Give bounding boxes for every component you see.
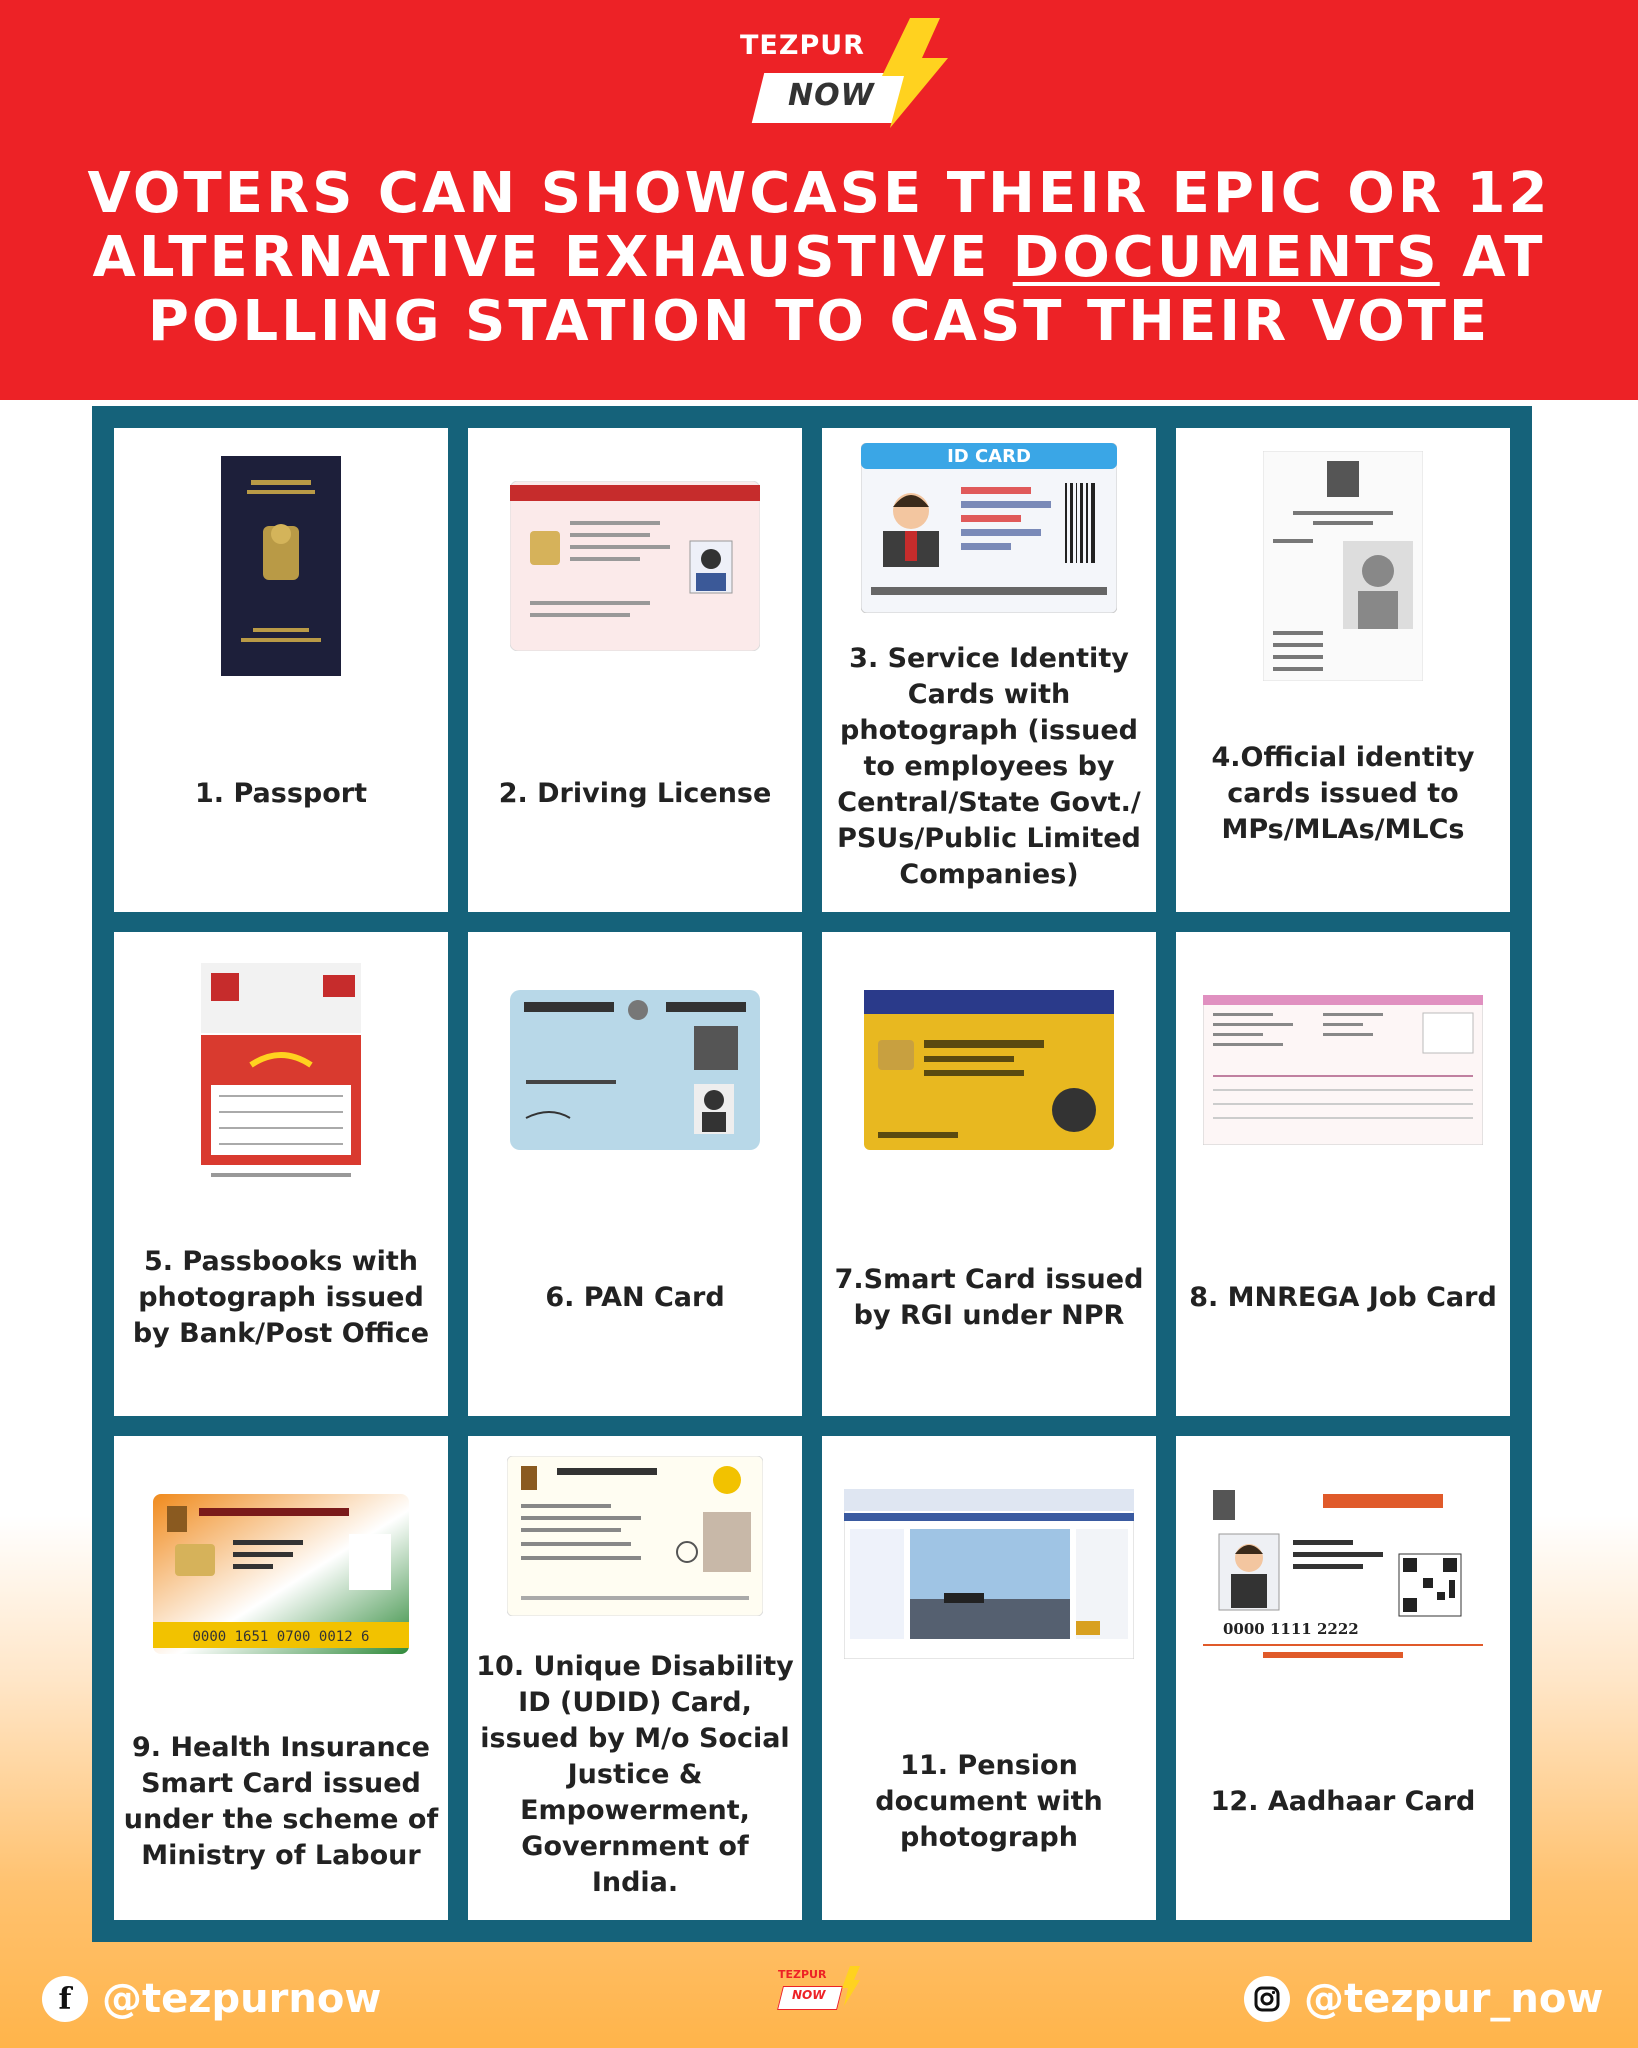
health-card-number: 0000 1651 0700 0012 6 <box>192 1629 370 1645</box>
document-label: 4.Official identity cards issued to MPs/MLAs/MLCs <box>1211 742 1475 845</box>
pan-card-icon <box>488 950 782 1190</box>
document-label: 9. Health Insurance Smart Card issued under the scheme of Ministry of Labour <box>123 1732 439 1871</box>
document-label: 2. Driving License <box>498 778 772 809</box>
document-card-8 <box>1176 932 1510 1416</box>
facebook-handle[interactable]: @tezpurnow <box>102 1976 382 2022</box>
document-label: 12. Aadhaar Card <box>1210 1786 1476 1817</box>
document-label: 11. Pension document with photograph <box>875 1750 1103 1853</box>
document-card-5 <box>114 932 448 1416</box>
footer <box>0 1960 1638 2048</box>
document-label: 3. Service Identity Cards with photograph (issued to employees by Central/State Govt./ PSUs/Public Limited Companies) <box>837 642 1141 890</box>
document-card-7 <box>822 932 1156 1416</box>
instagram-link[interactable] <box>1244 1976 1603 2022</box>
facebook-link[interactable] <box>42 1976 381 2022</box>
document-card-2 <box>468 428 802 912</box>
document-label: 1. Passport <box>195 778 367 809</box>
official-id-icon <box>1196 446 1490 686</box>
id-card-icon <box>842 438 1136 618</box>
headline: VOTERS CAN SHOWCASE THEIR EPIC OR 12 ALTERNATIVE EXHAUSTIVE DOCUMENTS AT POLLING STATION TO CAST THEIR VOTE <box>87 161 1551 354</box>
mini-logo-bottom: NOW <box>792 1988 826 2002</box>
smart-card-icon <box>842 950 1136 1190</box>
document-label: 8. MNREGA Job Card <box>1189 1282 1497 1313</box>
aadhaar-number: 0000 1111 2222 <box>1223 1620 1359 1638</box>
document-card-4 <box>1176 428 1510 912</box>
header-banner <box>0 0 1638 400</box>
document-card-10 <box>468 1436 802 1920</box>
job-card-icon <box>1196 950 1490 1190</box>
logo-bottom-text: NOW <box>788 78 875 113</box>
document-card-12 <box>1176 1436 1510 1920</box>
instagram-icon <box>1244 1976 1290 2022</box>
document-label: 7.Smart Card issued by RGI under NPR <box>834 1264 1144 1331</box>
document-card-6 <box>468 932 802 1416</box>
id-card-header: ID CARD <box>947 446 1031 467</box>
document-card-3 <box>822 428 1156 912</box>
document-label: 5. Passbooks with photograph issued by Bank/Post Office <box>132 1246 430 1349</box>
tezpur-now-logo <box>730 18 950 130</box>
aadhaar-card-icon <box>1196 1454 1490 1694</box>
documents-grid <box>92 406 1532 1942</box>
facebook-icon: f <box>42 1976 88 2022</box>
pension-document-icon <box>842 1454 1136 1694</box>
mini-logo-top: TEZPUR <box>778 1968 827 1981</box>
logo-top-text: TEZPUR <box>740 30 865 61</box>
passbook-icon <box>134 950 428 1190</box>
document-label: 10. Unique Disability ID (UDID) Card, issued by M/o Social Justice & Empowerment, Government of India. <box>476 1650 794 1898</box>
documents-link[interactable]: DOCUMENTS <box>1012 225 1440 290</box>
document-card-11 <box>822 1436 1156 1920</box>
document-label: 6. PAN Card <box>545 1282 725 1313</box>
footer-logo <box>770 1964 870 2020</box>
driving-license-icon <box>488 446 782 686</box>
document-card-1 <box>114 428 448 912</box>
passport-icon <box>134 446 428 686</box>
udid-card-icon <box>488 1446 782 1626</box>
health-card-icon <box>134 1454 428 1694</box>
lightning-bolt-icon <box>840 1966 860 2006</box>
document-card-9 <box>114 1436 448 1920</box>
instagram-handle[interactable]: @tezpur_now <box>1304 1976 1604 2022</box>
lightning-bolt-icon <box>870 18 950 128</box>
